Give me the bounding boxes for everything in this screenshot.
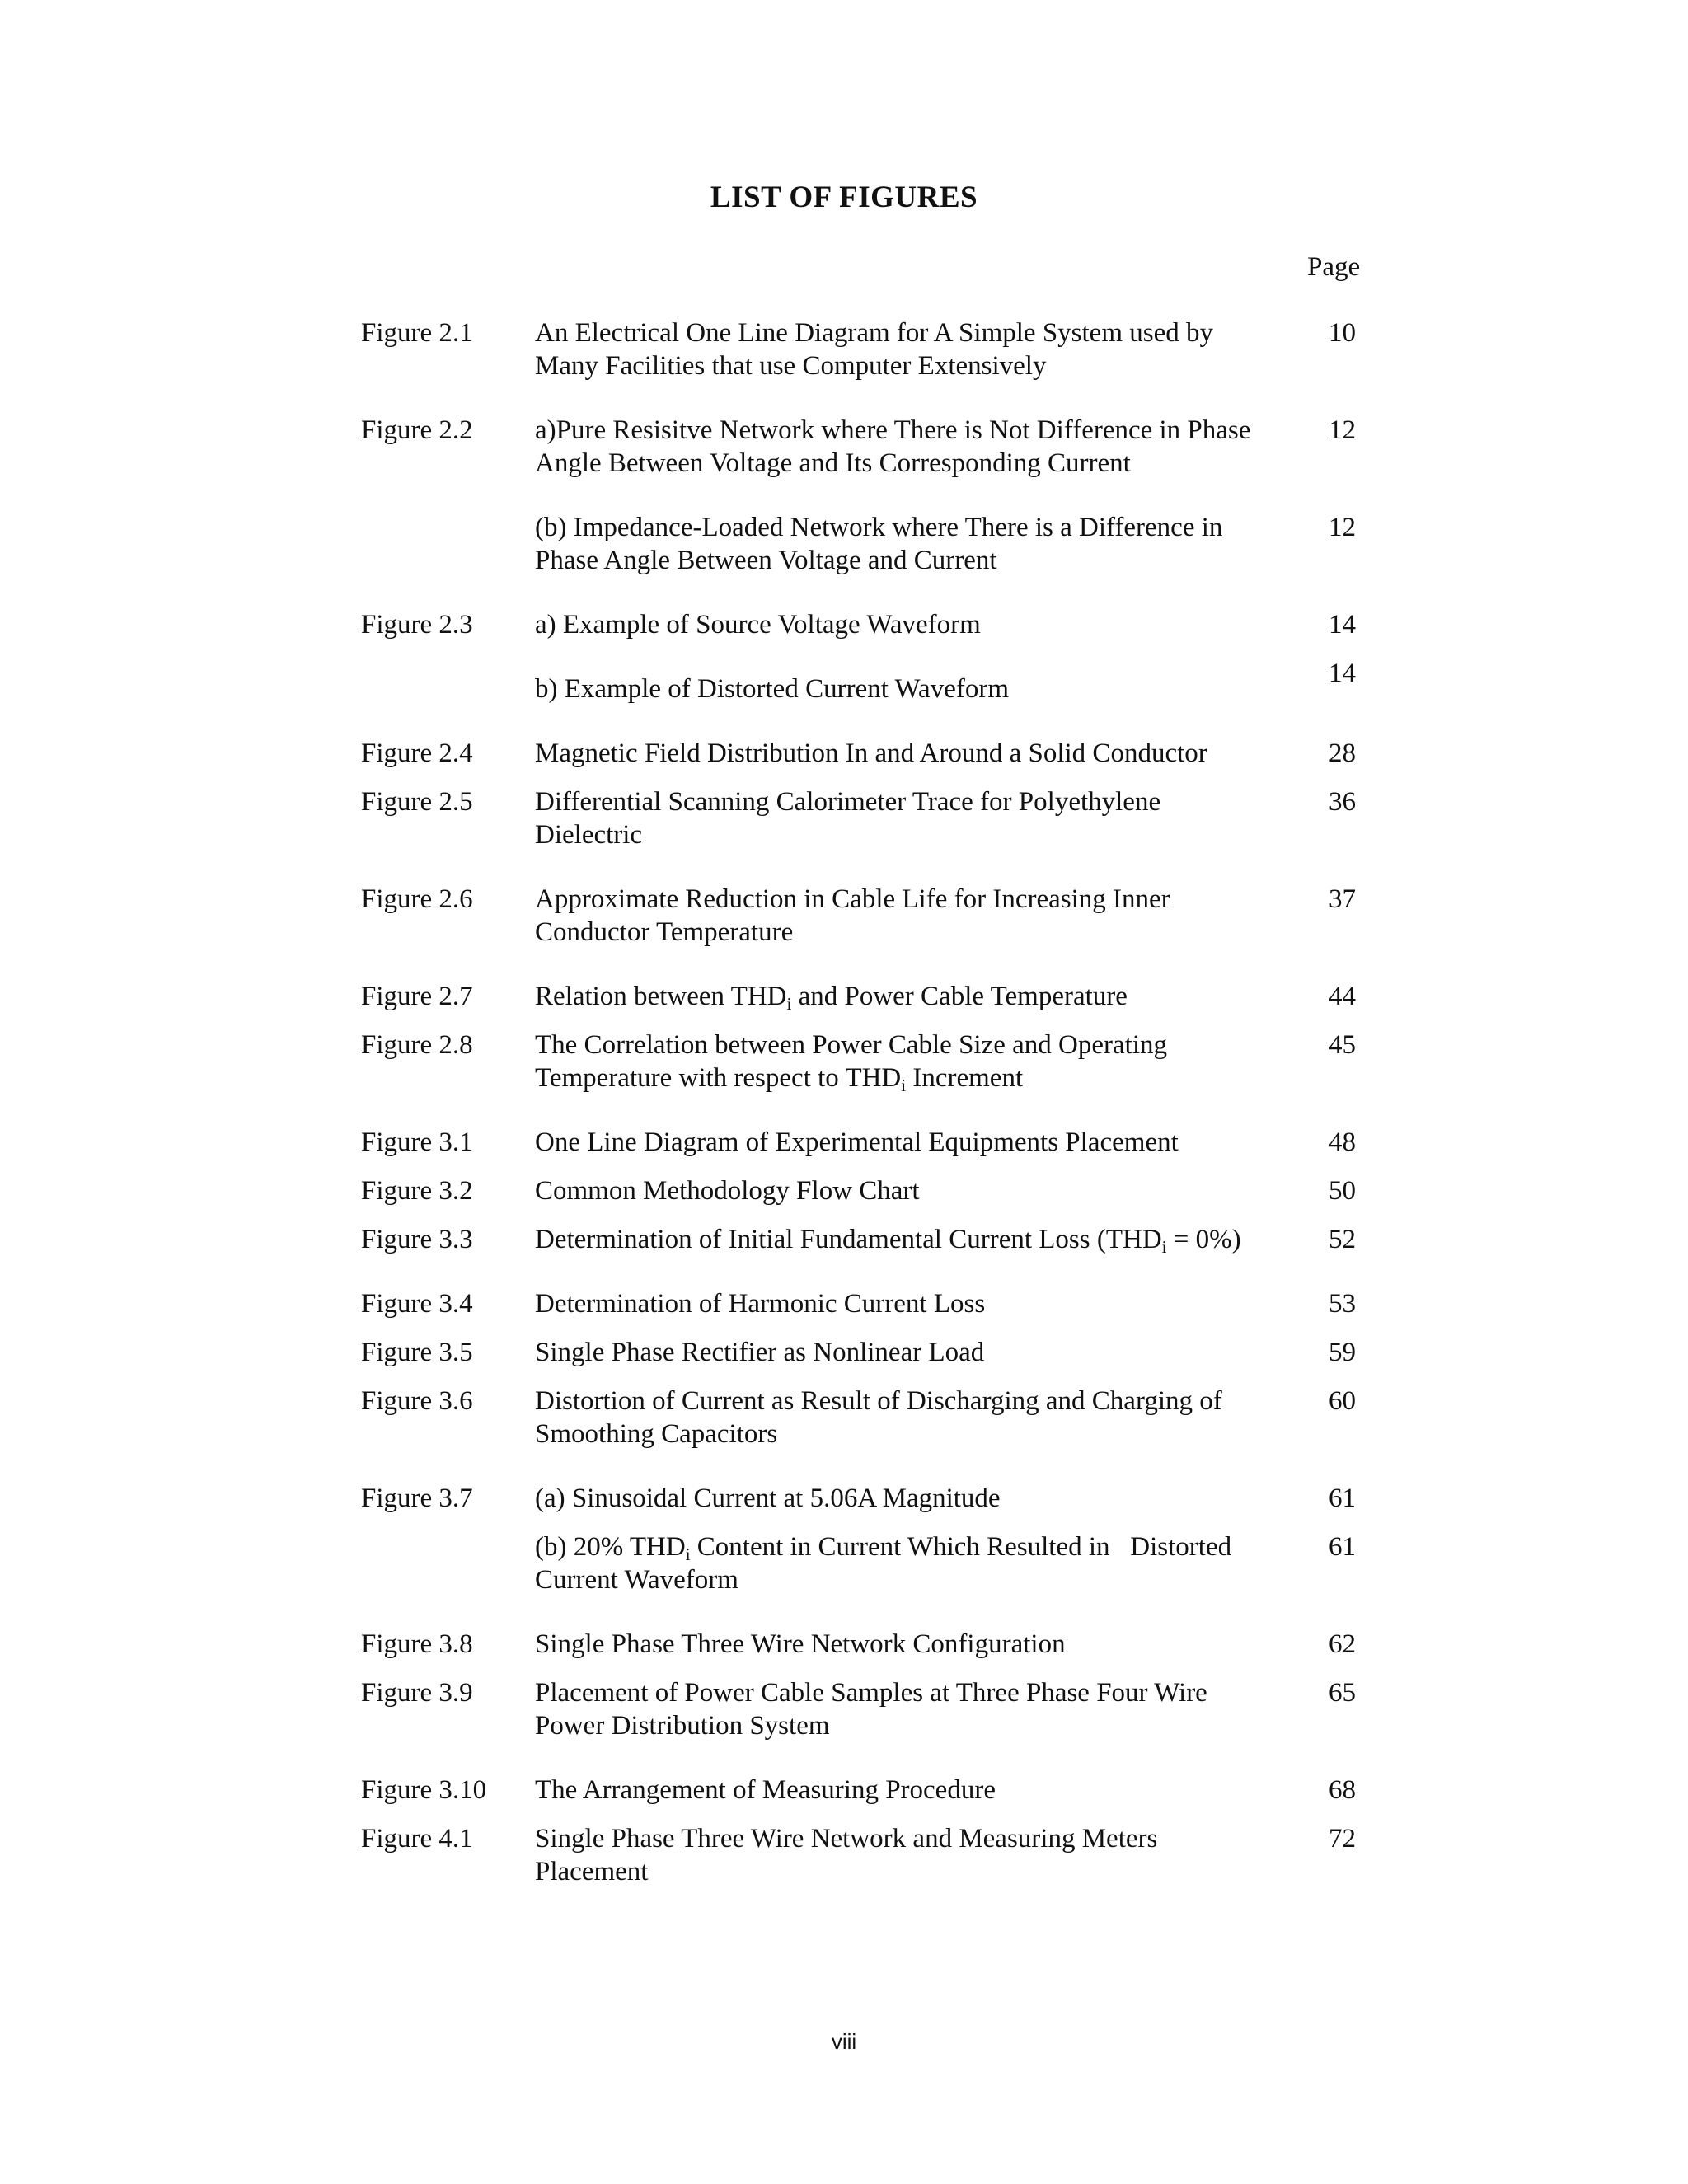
caption-line: a) Example of Source Voltage Waveform — [535, 610, 981, 640]
figure-caption — [535, 1223, 1301, 1256]
caption-line: Current Waveform — [535, 1565, 738, 1595]
figure-caption — [535, 1774, 1301, 1807]
figure-entry[interactable] — [0, 608, 1688, 641]
figure-caption — [535, 1174, 1301, 1207]
figure-caption — [535, 1628, 1301, 1661]
caption-line: Magnetic Field Distribution In and Around a Solid Conductor — [535, 738, 1207, 768]
caption-line: Smoothing Capacitors — [535, 1419, 778, 1449]
page-number: 37 — [1329, 884, 1356, 914]
caption-line: Conductor Temperature — [535, 917, 794, 947]
figure-label: Figure 3.5 — [361, 1338, 473, 1367]
figure-entry[interactable] — [0, 1676, 1688, 1742]
figure-caption — [535, 511, 1301, 577]
caption-text: Increment — [906, 1063, 1024, 1093]
figure-caption — [535, 1029, 1301, 1094]
page-column-header: Page — [1307, 252, 1361, 282]
figure-label: Figure 3.9 — [361, 1678, 473, 1708]
figure-entry[interactable] — [0, 1029, 1688, 1094]
subscript: i — [786, 994, 792, 1014]
figure-entry[interactable] — [0, 511, 1688, 577]
caption-text: Determination of Initial Fundamental Current Loss (THD — [535, 1225, 1162, 1254]
caption-line: Distortion of Current as Result of Discharging and Charging of — [535, 1386, 1222, 1416]
figure-caption — [535, 1287, 1301, 1320]
figure-label: Figure 3.6 — [361, 1386, 473, 1416]
caption-line: Dielectric — [535, 820, 643, 850]
figure-label: Figure 2.2 — [361, 415, 473, 445]
figure-entry[interactable] — [0, 737, 1688, 770]
figure-label: Figure 3.8 — [361, 1629, 473, 1659]
page-number: 14 — [1329, 658, 1356, 688]
figure-entry[interactable] — [0, 785, 1688, 851]
figure-caption — [535, 1676, 1301, 1742]
caption-line: Determination of Harmonic Current Loss — [535, 1289, 986, 1319]
page-number: 45 — [1329, 1030, 1356, 1060]
figure-entry[interactable] — [0, 1822, 1688, 1888]
page-number: 28 — [1329, 738, 1356, 768]
page-folio: viii — [831, 2029, 857, 2054]
page-number: 12 — [1329, 415, 1356, 445]
caption-line: (b) Impedance-Loaded Network where There is a Difference in — [535, 513, 1223, 542]
caption-line: An Electrical One Line Diagram for A Simple System used by — [535, 318, 1213, 348]
page-number: 44 — [1329, 982, 1356, 1011]
page-number: 53 — [1329, 1289, 1356, 1319]
page-title: LIST OF FIGURES — [710, 180, 978, 214]
page-number: 68 — [1329, 1775, 1356, 1805]
caption-line — [535, 980, 1301, 1013]
figure-entry[interactable] — [0, 414, 1688, 480]
subscript: i — [1161, 1237, 1167, 1257]
subscript: i — [901, 1076, 907, 1095]
figure-caption — [535, 1482, 1301, 1515]
page-number: 72 — [1329, 1824, 1356, 1854]
caption-line: Many Facilities that use Computer Extensively — [535, 351, 1047, 381]
caption-line: Approximate Reduction in Cable Life for Increasing Inner — [535, 884, 1170, 914]
figure-label: Figure 3.10 — [361, 1775, 487, 1805]
figure-label: Figure 2.1 — [361, 318, 473, 348]
figure-caption — [535, 980, 1301, 1013]
figure-caption — [535, 608, 1301, 641]
page-number: 48 — [1329, 1127, 1356, 1157]
figure-entry[interactable] — [0, 1385, 1688, 1451]
figure-entry[interactable] — [0, 883, 1688, 949]
figure-entry[interactable] — [0, 980, 1688, 1013]
caption-line — [535, 1223, 1301, 1256]
page-number: 52 — [1329, 1225, 1356, 1254]
figure-entry[interactable] — [0, 1774, 1688, 1807]
figure-label: Figure 4.1 — [361, 1824, 473, 1854]
figure-label: Figure 2.8 — [361, 1030, 473, 1060]
figure-entry[interactable] — [0, 1628, 1688, 1661]
caption-text: and Power Cable Temperature — [791, 982, 1128, 1011]
figure-caption — [535, 316, 1301, 382]
figure-entry[interactable] — [0, 1223, 1688, 1256]
figure-label: Figure 3.2 — [361, 1176, 473, 1206]
page-number: 61 — [1329, 1483, 1356, 1513]
figure-entry[interactable] — [0, 1336, 1688, 1369]
figure-label: Figure 2.5 — [361, 787, 473, 817]
page-number: 50 — [1329, 1176, 1356, 1206]
figure-entry[interactable] — [0, 316, 1688, 382]
caption-line: Single Phase Three Wire Network and Measuring Meters — [535, 1824, 1158, 1854]
caption-text: Content in Current Which Resulted in Distorted — [690, 1532, 1232, 1562]
figure-entry[interactable] — [0, 1287, 1688, 1320]
caption-line — [535, 1062, 1301, 1094]
figure-entry[interactable] — [0, 1482, 1688, 1515]
caption-line: Placement — [535, 1857, 649, 1886]
figure-label: Figure 3.3 — [361, 1225, 473, 1254]
figure-entry[interactable] — [0, 1126, 1688, 1159]
figure-label: Figure 2.4 — [361, 738, 473, 768]
figure-label: Figure 3.4 — [361, 1289, 473, 1319]
caption-line: Power Distribution System — [535, 1711, 830, 1741]
page-number: 65 — [1329, 1678, 1356, 1708]
caption-line: Differential Scanning Calorimeter Trace for Polyethylene — [535, 787, 1161, 817]
page-number: 36 — [1329, 787, 1356, 817]
figure-label: Figure 3.1 — [361, 1127, 473, 1157]
page-number: 10 — [1329, 318, 1356, 348]
caption-text: Relation between THD — [535, 982, 787, 1011]
figure-caption — [535, 883, 1301, 949]
figure-caption — [535, 785, 1301, 851]
caption-line: Angle Between Voltage and Its Corresponding Current — [535, 448, 1131, 478]
caption-line: One Line Diagram of Experimental Equipments Placement — [535, 1127, 1179, 1157]
figure-list — [0, 316, 1688, 1888]
figure-caption — [535, 1822, 1301, 1888]
figure-label: Figure 3.7 — [361, 1483, 473, 1513]
figure-caption — [535, 737, 1301, 770]
caption-line: The Arrangement of Measuring Procedure — [535, 1775, 996, 1805]
caption-line: a)Pure Resisitve Network where There is Not Difference in Phase — [535, 415, 1251, 445]
figure-entry[interactable] — [0, 1174, 1688, 1207]
figure-caption — [535, 1336, 1301, 1369]
caption-line: The Correlation between Power Cable Size and Operating — [535, 1030, 1167, 1060]
figure-entry[interactable] — [0, 1530, 1688, 1596]
page-number: 62 — [1329, 1629, 1356, 1659]
page-number: 60 — [1329, 1386, 1356, 1416]
figure-caption — [535, 1530, 1301, 1596]
caption-line: Common Methodology Flow Chart — [535, 1176, 920, 1206]
caption-text: Temperature with respect to THD — [535, 1063, 902, 1093]
caption-text: (b) 20% THD — [535, 1532, 686, 1562]
caption-line: (a) Sinusoidal Current at 5.06A Magnitude — [535, 1483, 1001, 1513]
page-number: 12 — [1329, 513, 1356, 542]
caption-line: Single Phase Three Wire Network Configuration — [535, 1629, 1066, 1659]
caption-line: Single Phase Rectifier as Nonlinear Load — [535, 1338, 985, 1367]
figure-caption — [535, 414, 1301, 480]
figure-caption — [535, 673, 1301, 705]
caption-line: b) Example of Distorted Current Waveform — [535, 674, 1009, 704]
figure-caption — [535, 1385, 1301, 1451]
caption-line: Placement of Power Cable Samples at Three Phase Four Wire — [535, 1678, 1207, 1708]
subscript: i — [685, 1544, 691, 1564]
figure-caption — [535, 1126, 1301, 1159]
page-number: 59 — [1329, 1338, 1356, 1367]
figure-label: Figure 2.7 — [361, 982, 473, 1011]
page-number: 61 — [1329, 1532, 1356, 1562]
figure-entry[interactable] — [0, 658, 1688, 705]
figure-label: Figure 2.3 — [361, 610, 473, 640]
caption-text: = 0%) — [1166, 1225, 1241, 1254]
page-number: 14 — [1329, 610, 1356, 640]
figure-label: Figure 2.6 — [361, 884, 473, 914]
caption-line — [535, 1530, 1301, 1563]
caption-line: Phase Angle Between Voltage and Current — [535, 546, 997, 575]
